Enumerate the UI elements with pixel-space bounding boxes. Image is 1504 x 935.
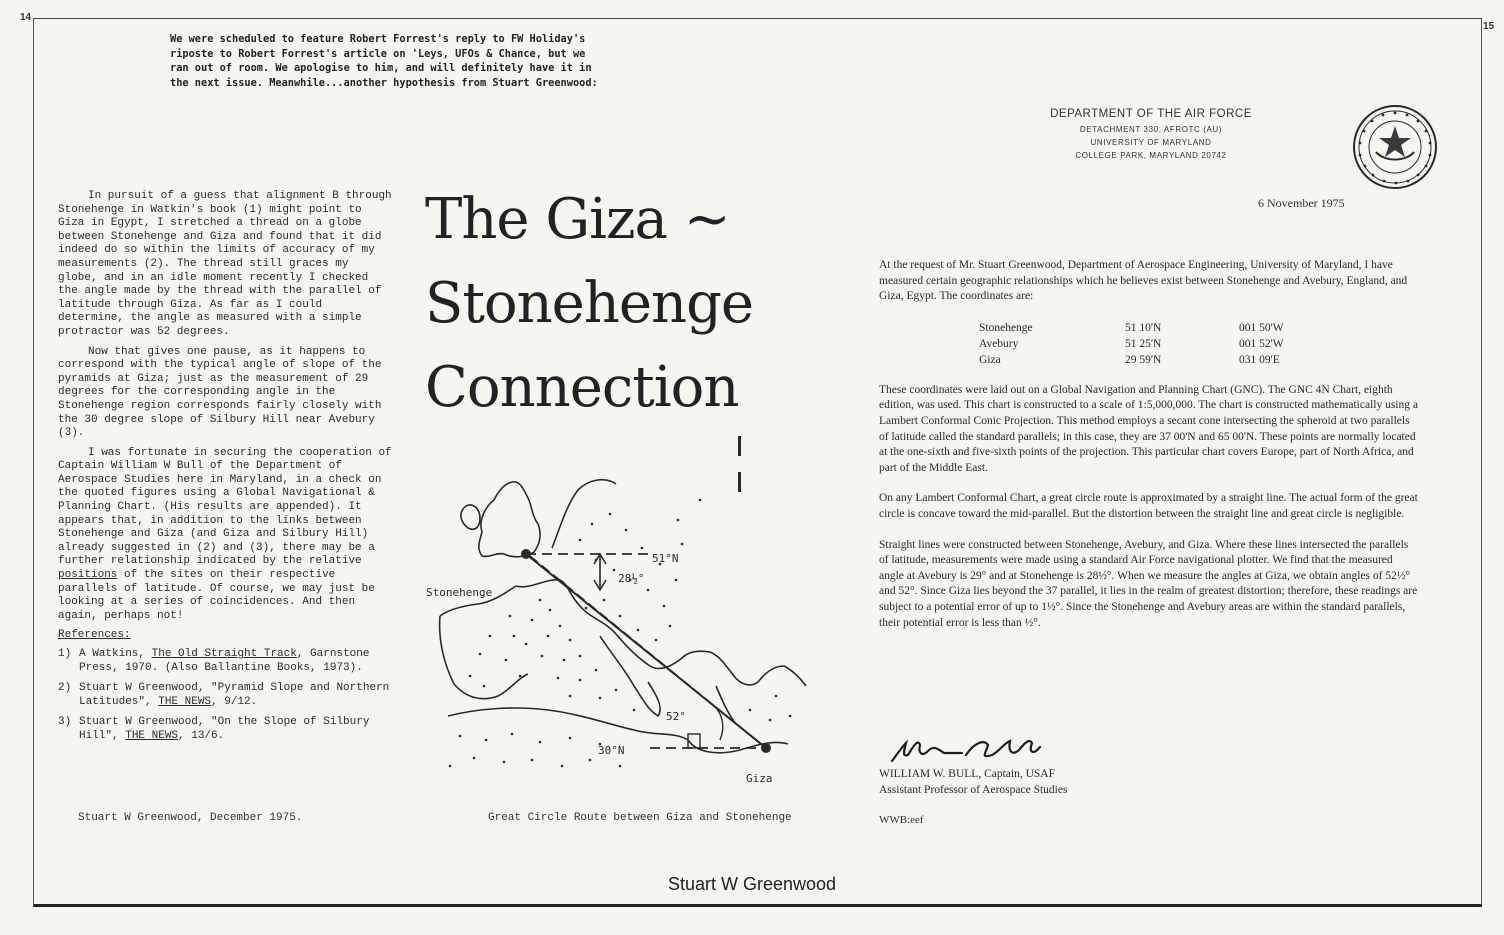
label-giza: Giza <box>746 772 773 785</box>
page-number-right: 15 <box>1483 21 1495 32</box>
greece-coast <box>716 686 736 724</box>
label-28: 28½° <box>618 572 645 585</box>
signer-name: WILLIAM W. BULL, Captain, USAF <box>879 768 1056 780</box>
letterhead-university: UNIVERSITY OF MARYLAND <box>1090 138 1212 147</box>
reference-number: 3) <box>58 716 72 729</box>
coord-site: Avebury <box>979 337 1019 350</box>
giza-dot <box>761 743 771 753</box>
coord-site: Giza <box>979 353 1001 366</box>
label-stonehenge: Stonehenge <box>426 586 493 599</box>
ireland-coast <box>461 505 480 529</box>
reference-text <box>79 716 393 743</box>
reference-text <box>79 648 393 675</box>
reference-number: 1) <box>58 648 72 660</box>
editor-note-line: We were scheduled to feature Robert Forrest's reply to FW Holiday's <box>170 33 586 45</box>
author-byline: Stuart W Greenwood <box>667 874 837 894</box>
scandinavia-coast <box>552 480 616 548</box>
references-heading: References: <box>58 629 131 642</box>
page-number-left: 14 <box>20 12 32 23</box>
label-51n: 51°N <box>652 552 679 565</box>
article-signoff: Stuart W Greenwood, December 1975. <box>78 812 303 824</box>
british-isles-coast <box>479 482 540 557</box>
signature-block <box>879 766 1067 798</box>
italy-coast <box>600 636 660 716</box>
department-of-defense-seal <box>1352 104 1438 190</box>
europe-coast <box>516 580 806 686</box>
letter-paragraph-2: These coordinates were laid out on a Global Navigation and Planning Chart (GNC). The GNC 4N Chart, eighth edition, was used. This chart is constructed to a scale of 1:5,000,000. The chart is constructed mathematically using a Lambert Conformal Conic Projection. This method employs a secant cone intersecting the spheroid at two parallels of latitude called the standard parallels; in this case, they are 37 00'N and 65 00'N. These points are normally located at the one-sixth and five-sixth points of the projection. This particular chart covers Europe, part of North Africa, and part of the Middle East. <box>879 383 1418 474</box>
paragraph-3-text-a: I was fortunate in securing the cooperation of Captain William W Bull of the Department of Aerospace Studies here in Maryland, in a check on the quoted figures using a Global Navigational & Planning Chart. (His results are appended). It appears that, in addition to the links between Stonehenge and Giza (and Giza and Silbury Hill) already suggested in (2) and (3), there may be a further relationship indicated by the relative <box>58 446 392 568</box>
letter-body <box>879 258 1419 646</box>
coordinates-table <box>979 320 1284 368</box>
letter-date: 6 November 1975 <box>1258 196 1345 210</box>
table-row <box>979 320 1284 336</box>
letterhead-city: COLLEGE PARK, MARYLAND 20742 <box>1075 151 1227 160</box>
letterhead-detachment: DETACHMENT 330, AFROTC (AU) <box>1079 125 1223 134</box>
reference-details: , 13/6. <box>178 729 225 742</box>
label-52: 52° <box>666 710 686 723</box>
article-paragraph-1: In pursuit of a guess that alignment B through Stonehenge in Watkin's book (1) might point to Giza in Egypt, I stretched a thread on a globe between Stonehenge and Giza and found that it did indeed do so within the limits of accuracy of my measurements (2). The thread still graces my globe, and in an idle moment recently I checked the angle made by the thread with the parallel of latitude through Giza. As far as I could determine, the angle as measured with a simple protractor was 52 degrees. <box>58 190 392 338</box>
paragraph-3-text-b: of the sites on their respective parallels of latitude. Of course, we may just be looking at a series of coincidences. And then again, perhaps not! <box>58 569 375 622</box>
route-lines <box>526 554 766 748</box>
letter-paragraph-1: At the request of Mr. Stuart Greenwood, Department of Aerospace Engineering, University of Maryland, I have measured certain geographic relationships which he believes exist between Stonehenge and Avebury, England, and Giza, Egypt. The coordinates are: <box>879 259 1408 303</box>
letter-paragraph-4: Straight lines were constructed between Stonehenge, Avebury, and Giza. Where these lines intersected the parallels of latitude, measurements were made using a standard Air Force navigational plotter. We find that the measured angle at Avebury is 29° and at Stonehenge is 28½°. When we measure the angles at Giza, we obtain angles of 52½° and 52°. Since Giza lies beyond the 37 parallel, it lies in the realm of greatest distortion; therefore, these readings are subject to a potential error of up to 1½°. Since the Stonehenge and Avebury areas are within the standard parallels, their potential error is less than ½°. <box>879 538 1418 629</box>
coord-lat: 51 10'N <box>1125 321 1162 334</box>
reference-title: The Old Straight Track <box>151 648 297 660</box>
letterhead-department: DEPARTMENT OF THE AIR FORCE <box>1050 108 1252 120</box>
title-line-1: The Giza ~ <box>425 187 730 252</box>
route-line-avebury <box>530 556 766 748</box>
typist-initials: WWB:eef <box>879 814 924 826</box>
article-paragraph-2: Now that gives one pause, as it happens to correspond with the typical angle of slope of the pyramids at Giza; just as the measurement of 29 degrees for the corresponding angle in the Stonehenge region corresponds fairly closely with the 30 degree slope of Silbury Hill near Avebury (3). <box>58 345 382 440</box>
coord-site: Stonehenge <box>979 321 1033 334</box>
title-line-3: Connection <box>425 355 739 420</box>
coord-lon: 031 09'E <box>1239 353 1280 366</box>
editor-note-line: the next issue. Meanwhile...another hypothesis from Stuart Greenwood: <box>170 76 598 89</box>
coastlines <box>440 480 806 753</box>
coord-lon: 001 50'W <box>1239 321 1284 334</box>
letterhead <box>1020 108 1282 162</box>
reference-author: A Watkins, <box>79 648 152 660</box>
reference-author: Stuart W Greenwood, "Pyramid Slope and Northern Latitudes", <box>79 682 390 708</box>
reference-details: , 9/12. <box>211 695 258 708</box>
signature <box>888 733 1058 769</box>
table-row <box>979 352 1284 368</box>
reference-title: THE NEWS <box>125 729 179 742</box>
coord-lon: 001 52'W <box>1239 337 1284 350</box>
stonehenge-dot <box>521 549 531 559</box>
reference-details: , Garnstone Press, 1970. (Also Ballantine Books, 1973). <box>79 648 370 674</box>
editor-note <box>170 32 690 90</box>
reference-item <box>58 648 393 675</box>
letter-paragraph-3: On any Lambert Conformal Chart, a great circle route is approximated by a straight line. The actual form of the great circle is concave toward the mid-parallel. But the distortion between the straight line and great circle is negligible. <box>879 492 1418 520</box>
reference-number: 2) <box>58 682 72 695</box>
article-body <box>58 190 393 751</box>
coord-lat: 29 59'N <box>1125 353 1162 366</box>
positions-emphasis: positions <box>58 569 118 582</box>
editor-note-line: riposte to Robert Forrest's article on 'Leys, UFOs & Chance, but we <box>170 47 586 60</box>
article-paragraph-3 <box>58 447 393 624</box>
table-row <box>979 336 1284 352</box>
editor-note-line: ran out of room. We apologise to him, and will definitely have it in <box>170 62 592 74</box>
reference-title: THE NEWS <box>158 695 212 708</box>
label-30n: 30°N <box>598 744 625 757</box>
map-caption: Great Circle Route between Giza and Stonehenge <box>488 812 792 824</box>
reference-author: Stuart W Greenwood, "On the Slope of Silbury Hill", <box>79 716 370 742</box>
signer-title: Assistant Professor of Aerospace Studies <box>879 784 1068 796</box>
title-line-2: Stonehenge <box>425 271 754 336</box>
reference-text <box>79 682 393 709</box>
great-circle-map <box>420 440 820 790</box>
article-title <box>425 178 754 430</box>
reference-item <box>58 716 393 743</box>
reference-item <box>58 682 393 709</box>
angle-arc-52 <box>712 704 723 740</box>
coord-lat: 51 25'N <box>1125 337 1162 350</box>
